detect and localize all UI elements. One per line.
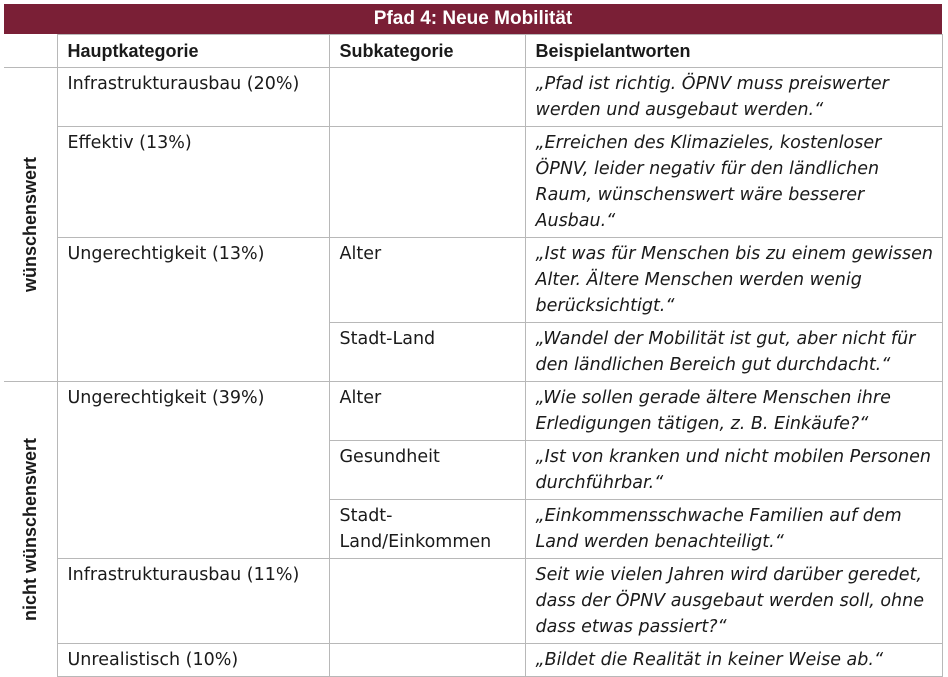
subcategory-cell: Stadt-Land/Einkommen	[329, 500, 525, 559]
example-cell: „Ist von kranken und nicht mobilen Personen durchführbar.“	[525, 441, 942, 500]
example-cell: „Bildet die Realität in keiner Weise ab.“	[525, 644, 942, 677]
corner-cell	[4, 35, 57, 68]
subcategory-cell	[329, 127, 525, 238]
table-title: Pfad 4: Neue Mobilität	[4, 4, 942, 34]
subcategory-cell	[329, 644, 525, 677]
header-row	[4, 35, 942, 68]
group-desirable	[4, 68, 57, 382]
main-category-cell: Ungerechtigkeit (39%)	[57, 382, 329, 559]
table-row	[4, 238, 942, 323]
subcategory-cell: Stadt-Land	[329, 323, 525, 382]
main-category-cell: Infrastrukturausbau (11%)	[57, 559, 329, 644]
group-desirable-label: wünschenswert	[20, 156, 41, 293]
subcategory-cell: Alter	[329, 238, 525, 323]
example-cell: „Ist was für Menschen bis zu einem gewissen Alter. Ältere Menschen werden wenig berücksichtigt.“	[525, 238, 942, 323]
subcategory-cell	[329, 68, 525, 127]
main-category-cell: Ungerechtigkeit (13%)	[57, 238, 329, 382]
subcategory-cell	[329, 559, 525, 644]
example-cell: „Wie sollen gerade ältere Menschen ihre Erledigungen tätigen, z. B. Einkäufe?“	[525, 382, 942, 441]
category-table	[4, 34, 943, 677]
group-not-desirable	[4, 382, 57, 677]
example-cell: „Erreichen des Klimazieles, kostenloser ÖPNV, leider negativ für den ländlichen Raum, wünschenswert wäre besserer Ausbau.“	[525, 127, 942, 238]
table-row	[4, 559, 942, 644]
header-examples: Beispielantworten	[525, 35, 942, 68]
example-cell: Seit wie vielen Jahren wird darüber geredet, dass der ÖPNV ausgebaut werden soll, ohne dass etwas passiert?“	[525, 559, 942, 644]
subcategory-cell: Alter	[329, 382, 525, 441]
example-cell: „Einkommensschwache Familien auf dem Land werden benachteiligt.“	[525, 500, 942, 559]
table-row	[4, 644, 942, 677]
table-row	[4, 382, 942, 441]
main-category-cell: Effektiv (13%)	[57, 127, 329, 238]
table-row	[4, 127, 942, 238]
header-main-category: Hauptkategorie	[57, 35, 329, 68]
subcategory-cell: Gesundheit	[329, 441, 525, 500]
example-cell: „Pfad ist richtig. ÖPNV muss preiswerter werden und ausgebaut werden.“	[525, 68, 942, 127]
main-category-cell: Infrastrukturausbau (20%)	[57, 68, 329, 127]
group-not-desirable-label: nicht wünschenswert	[20, 437, 41, 621]
main-category-cell: Unrealistisch (10%)	[57, 644, 329, 677]
header-subcategory: Subkategorie	[329, 35, 525, 68]
example-cell: „Wandel der Mobilität ist gut, aber nicht für den ländlichen Bereich gut durchdacht.“	[525, 323, 942, 382]
table-row	[4, 68, 942, 127]
